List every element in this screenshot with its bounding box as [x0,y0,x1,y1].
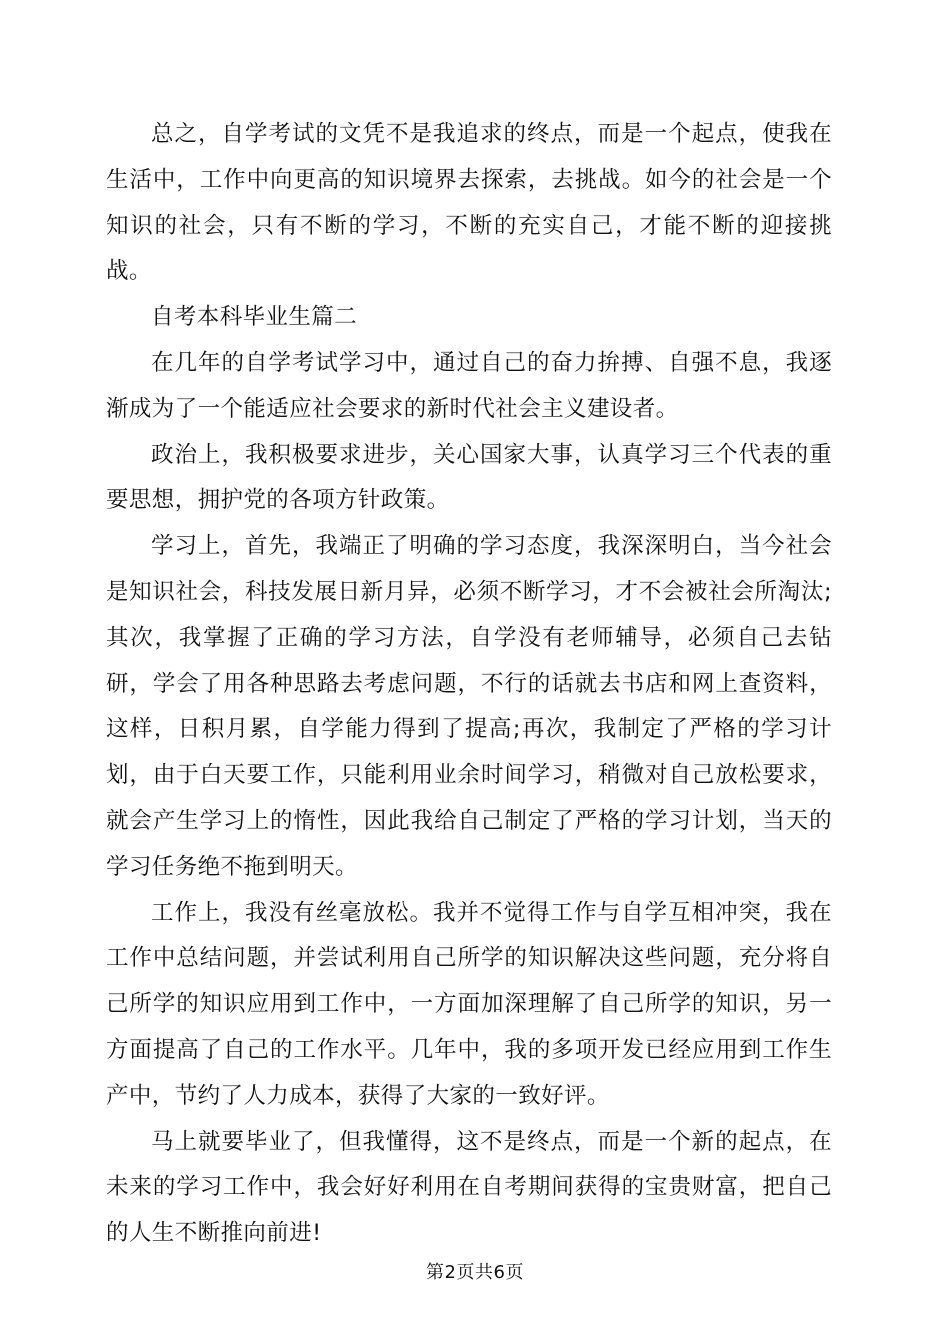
paragraph-graduation: 马上就要毕业了，但我懂得，这不是终点，而是一个新的起点，在未来的学习工作中，我会好好利用在自考期间获得的宝贵财富，把自己的人生不断推向前进! [106,1128,832,1247]
paragraph-study: 学习上，首先，我端正了明确的学习态度，我深深明白，当今社会是知识社会，科技发展日新月异，必须不断学习，才不会被社会所淘汰;其次，我掌握了正确的学习方法，自学没有老师辅导，必须自己去钻研，学会了用各种思路去考虑问题，不行的话就去书店和网上查资料，这样，日积月累，自学能力得到了提高;再次，我制定了严格的学习计划，由于白天要工作，只能利用业余时间学习，稍微对自己放松要求，就会产生学习上的惰性，因此我给自己制定了严格的学习计划，当天的学习任务绝不拖到明天。 [106,533,832,880]
paragraph-conclusion: 总之，自学考试的文凭不是我追求的终点，而是一个起点，使我在生活中，工作中向更高的知识境界去探索，去挑战。如今的社会是一个知识的社会，只有不断的学习，不断的充实自己，才能不断的迎接挑战。 [106,121,832,285]
page-number-footer: 第2页共6页 [426,1262,524,1283]
section-heading: 自考本科毕业生篇二 [151,304,358,331]
document-body [106,112,832,1257]
paragraph-intro: 在几年的自学考试学习中，通过自己的奋力拚搏、自强不息，我逐渐成为了一个能适应社会要求的新时代社会主义建设者。 [106,349,832,422]
paragraph-politics: 政治上，我积极要求进步，关心国家大事，认真学习三个代表的重要思想，拥护党的各项方针政策。 [106,441,832,514]
paragraph-work: 工作上，我没有丝毫放松。我并不觉得工作与自学互相冲突，我在工作中总结问题，并尝试利用自己所学的知识解决这些问题，充分将自己所学的知识应用到工作中，一方面加深理解了自己所学的知识，另一方面提高了自己的工作水平。几年中，我的多项开发已经应用到工作生产中，节约了人力成本，获得了大家的一致好评。 [106,899,832,1109]
